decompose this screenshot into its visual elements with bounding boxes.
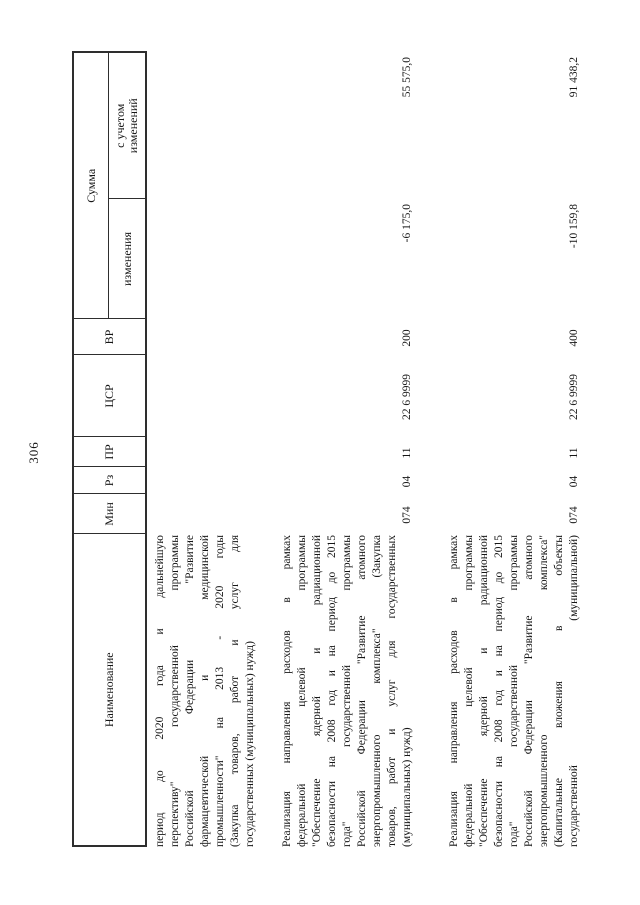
row-vr-code: 400 [568, 329, 580, 347]
row-izm-amount: -10 159,8 [568, 204, 580, 249]
name-text-line: года" государственной программы [508, 535, 520, 847]
name-text-line: (Закупка товаров, работ и услуг для [229, 535, 241, 847]
row-vr-code: 200 [401, 329, 413, 347]
name-text-line: "Обеспечение ядерной и радиационной [311, 535, 323, 847]
table-row [447, 53, 582, 847]
table-row [280, 53, 415, 847]
header-csr: ЦСР [73, 355, 146, 437]
name-text-line: промышленности" на 2013 - 2020 годы [214, 535, 226, 847]
header-name: Наименование [73, 534, 146, 846]
header-summa: Сумма [73, 52, 109, 319]
name-text-line: федеральной целевой программы [296, 535, 308, 847]
name-text-line: товаров, работ и услуг для государственных [386, 535, 398, 847]
name-text-line: (муниципальных) нужд) [401, 727, 413, 847]
name-text-line: Российской Федерации "Развитие атомного [356, 535, 368, 847]
name-text-line: государственных (муниципальных) нужд) [244, 641, 256, 847]
row-izm-amount: -6 175,0 [401, 204, 413, 243]
row-uch-amount: 55 575,0 [401, 57, 413, 98]
page-number: 306 [26, 441, 41, 464]
table-row [153, 53, 258, 847]
row-csr-code: 22 6 9999 [568, 374, 580, 420]
header-pr: ПР [73, 437, 146, 467]
row-rz-code: 04 [401, 475, 413, 488]
row-pr-code: 11 [401, 447, 413, 459]
name-text-line: Российской Федерации "Развитие [184, 535, 196, 847]
row-name-cell [280, 535, 415, 847]
row-uch-amount: 91 438,2 [568, 57, 580, 98]
name-text-line: (Капитальные вложения в объекты [553, 535, 565, 847]
row-min-code: 074 [401, 506, 413, 524]
name-text-line: фармацевтической и медицинской [199, 535, 211, 847]
name-text-line: период до 2020 года и дальнейшую [154, 535, 166, 847]
name-text-line: Реализация направления расходов в рамках [281, 535, 293, 847]
name-text-line: Российской Федерации "Развитие атомного [523, 535, 535, 847]
name-text-line: года" государственной программы [341, 535, 353, 847]
header-vr: ВР [73, 319, 146, 355]
header-min: Мин [73, 494, 146, 534]
name-text-line: "Обеспечение ядерной и радиационной [478, 535, 490, 847]
budget-table [72, 53, 582, 847]
name-text-line: энергопромышленного комплекса" (Закупка [371, 535, 383, 847]
name-text-line: перспективу" государственной программы [169, 535, 181, 847]
name-text-line: Реализация направления расходов в рамках [448, 535, 460, 847]
name-text-line: федеральной целевой программы [463, 535, 475, 847]
row-csr-code: 22 6 9999 [401, 374, 413, 420]
name-text-line: безопасности на 2008 год и на период до 2015 [493, 535, 505, 847]
row-rz-code: 04 [568, 475, 580, 488]
header-s-uchetom [109, 52, 147, 199]
name-text-line: государственной (муниципальной) [568, 535, 580, 847]
row-name-cell [153, 535, 258, 847]
name-text-line: безопасности на 2008 год и на период до 2015 [326, 535, 338, 847]
header-s-uchetom-label: с учетом изменений [113, 98, 140, 154]
row-pr-code: 11 [568, 447, 580, 459]
header-rz: Рз [73, 467, 146, 494]
row-min-code: 074 [568, 506, 580, 524]
table-header [72, 51, 147, 847]
name-text-line: энергопромышленного комплекса" [538, 535, 550, 847]
row-name-cell [447, 535, 582, 847]
header-izmeneniya: изменения [109, 199, 147, 319]
